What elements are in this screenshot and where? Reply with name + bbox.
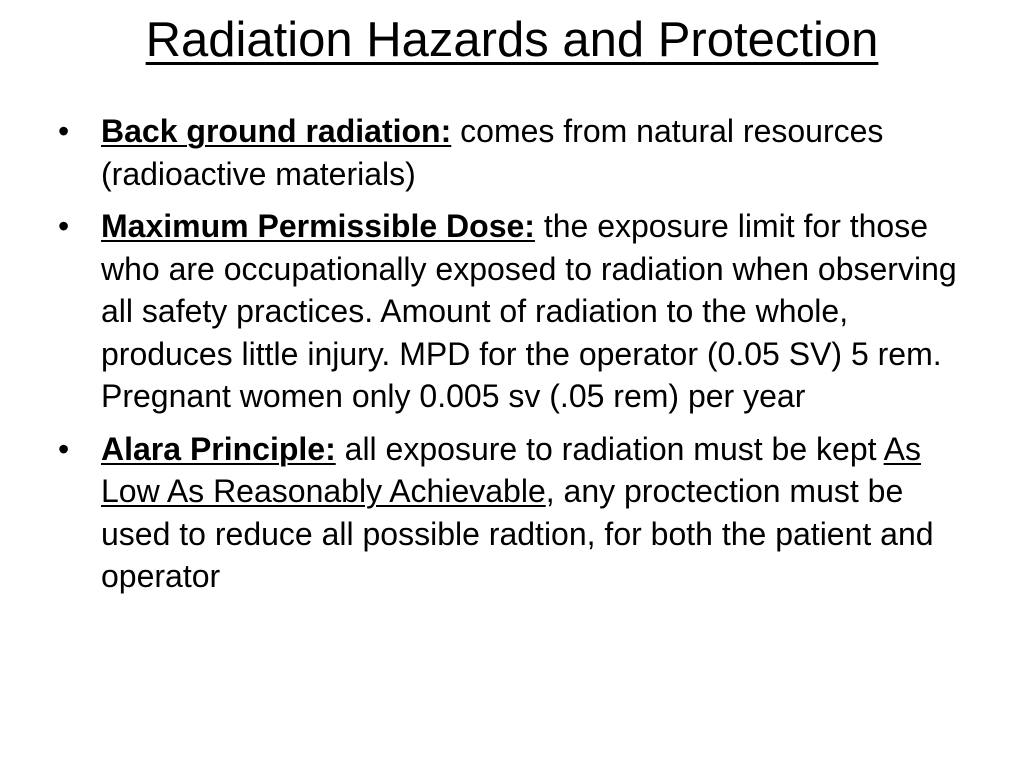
bullet-dot-icon: • [58, 208, 70, 244]
bullet-dot-icon: • [58, 430, 70, 467]
bullet-item-alara-principle [58, 428, 978, 598]
bullet-item-background-radiation [58, 110, 978, 195]
bullet-text-after: , any proctection must be used to reduce all possible radtion, for both the patient and operator [101, 473, 934, 594]
slide-title [0, 8, 1024, 72]
bullet-text: comes from natural resources (radioactive materials) [101, 113, 884, 192]
bullet-text: the exposure limit for those who are occupationally exposed to radiation when observing all safety practices. Amount of radiation to the whole, produces little injury. MPD for the operator (0.05 SV) 5 rem. Pregnant women only 0.005 sv (.05 rem) per year [101, 208, 957, 414]
bullet-list [58, 110, 978, 608]
bullet-term: Back ground radiation: [101, 113, 452, 149]
bullet-emphasis: As Low As Reasonably Achievable [101, 430, 921, 509]
bullet-text-before: all exposure to radiation must be kept [335, 430, 884, 467]
bullet-term: Maximum Permissible Dose: [101, 208, 535, 244]
bullet-item-maximum-permissible-dose [58, 205, 978, 418]
slide-title-text: Radiation Hazards and Protection [145, 13, 879, 67]
bullet-term: Alara Principle: [101, 430, 336, 467]
bullet-dot-icon: • [58, 113, 70, 149]
